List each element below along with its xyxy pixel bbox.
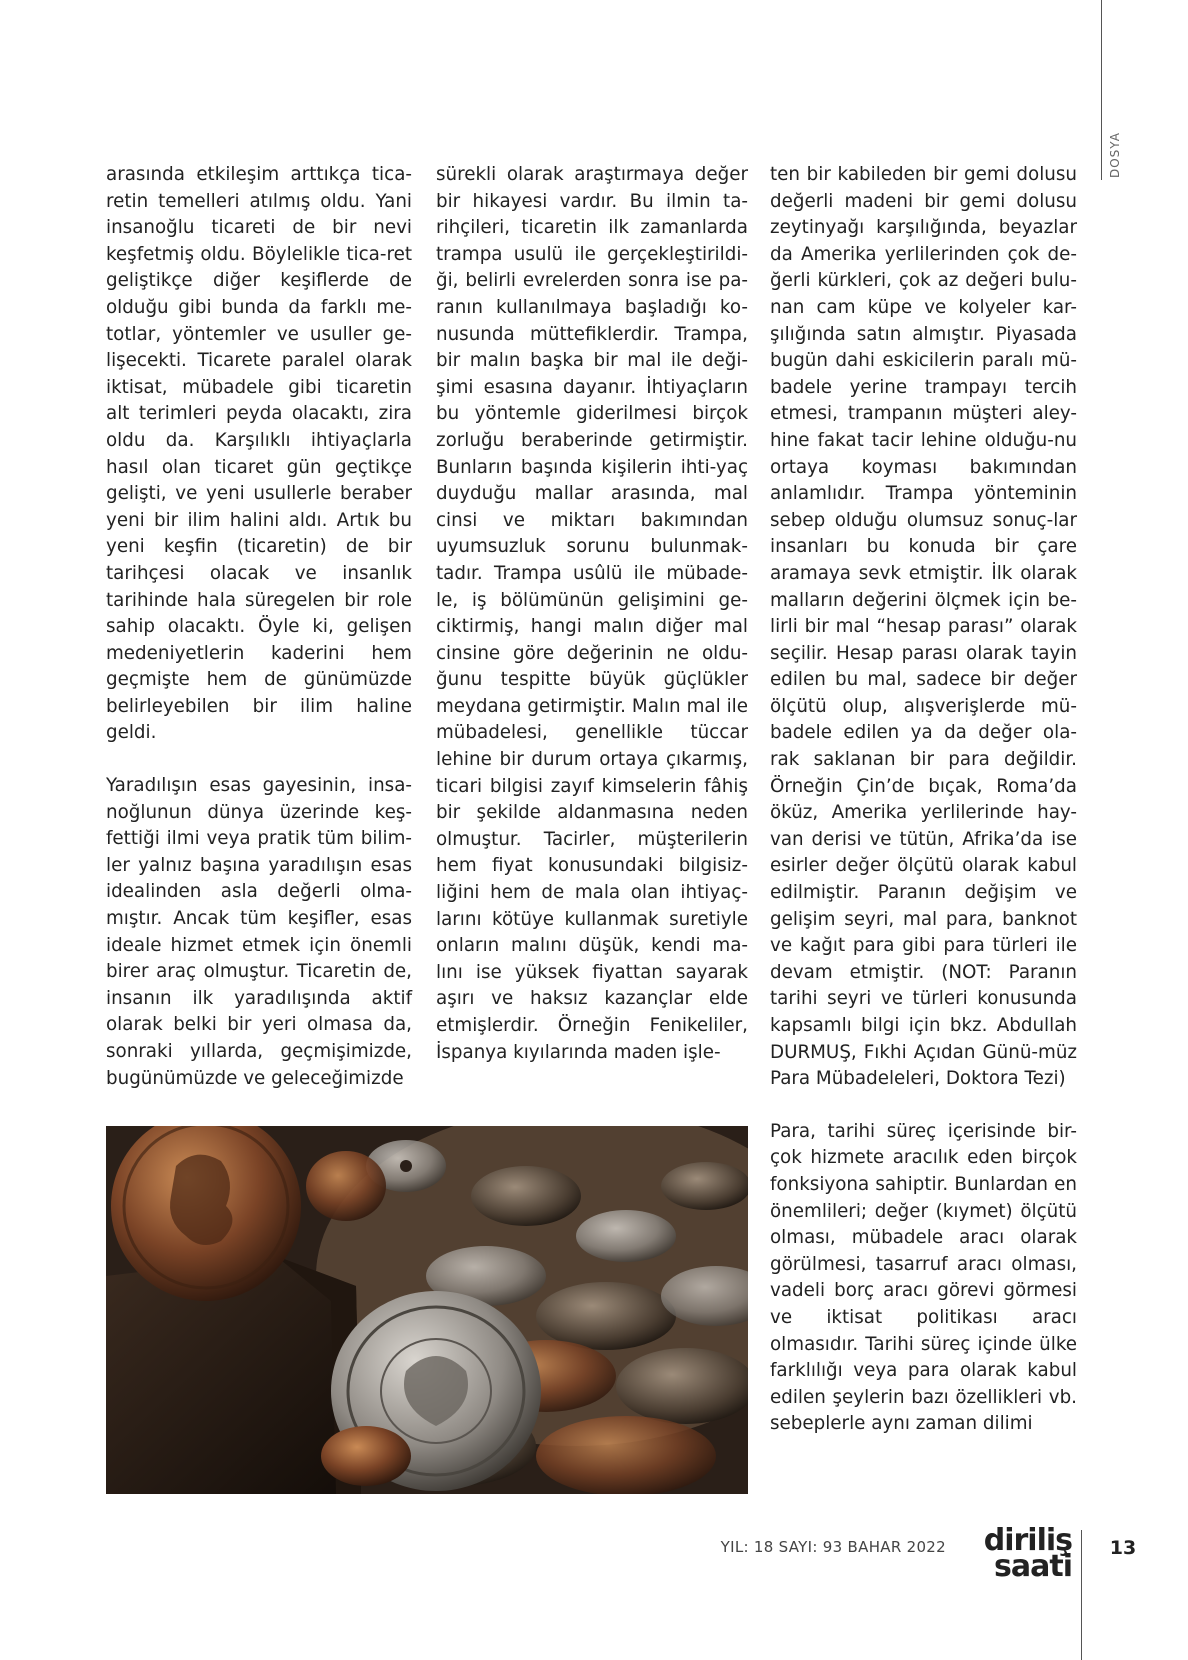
coins-photo (106, 1126, 748, 1494)
coins-photo-icon (106, 1126, 748, 1494)
page-number: 13 (1109, 1537, 1137, 1559)
paragraph: arasında etkileşim arttıkça tica-retin temelleri atılmış oldu. Yani insanoğlu ticareti de bir nevi keşfetmiş oldu. Böylelikle tica-ret geliştikçe diğer keşiflerde de olduğu gibi bunda da farklı me-totlar, yöntemler ve usuller ge-lişecekti. Ticarete paralel olarak iktisat, mübadele gibi ticaretin alt terimleri peyda olacaktı, zira oldu da. Karşılıklı ihtiyaçlarla hasıl olan ticaret gün geçtikçe gelişti, ve yeni usullerle beraber yeni bir ilim halini aldı. Artık bu yeni keşfin (ticaretin) de bir tarihçesi olacak ve insanlık tarihinde hala süregelen bir role sahip olacaktı. Öyle ki, gelişen medeniyetlerin kaderini hem geçmişte hem de günümüzde belirleyebilen bir ilim haline geldi. (106, 164, 412, 744)
paragraph: ten bir kabileden bir gemi dolusu değerli madeni bir gemi dolusu zeytinyağı karşılığında, beyazlar da Amerika yerlilerinden çok de-ğerli kürkleri, çok az değeri bulu-nan cam küpe ve kolyeler kar-şılığında satın almıştır. Piyasada bugün dahi eskicilerin paralı mü-badele yerine trampayı tercih etmesi, trampanın müşteri aley-hine fakat tacir lehine olduğu-nu ortaya koyması bakımından anlamlıdır. Trampa yönteminin sebep olduğu olumsuz sonuç-lar insanları bu konuda bir çare aramaya sevk etmiştir. İlk olarak malların değerini ölçmek için be-lirli bir mal “hesap parası” olarak seçilir. Hesap parası olarak tayin edilen bu mal, sadece bir değer ölçütü olup, alışverişlerde mü-badele edilen ya da değer ola-rak saklanan bir para değildir. Örneğin Çin’de bıçak, Roma’da öküz, Amerika yerlilerinde hay-van derisi ve tütün, Afrika’da ise esirler değer ölçütü olarak kabul edilmiştir. Paranın değişim ve gelişim seyri, mal para, banknot ve kağıt para gibi para türleri ile devam etmiştir. (NOT: Paranın tarihi seyri ve türleri konusunda kapsamlı bilgi için bkz. Abdullah DURMUŞ, Fıkhi Açıdan Günü-müz Para Mübadeleleri, Doktora Tezi) (770, 164, 1077, 1090)
top-right-rule (1101, 0, 1102, 180)
section-tag: DOSYA (1108, 132, 1122, 178)
paragraph: Para, tarihi süreç içerisinde bir-çok hizmete aracılık eden birçok fonksiyona sahiptir. Bunlardan en önemlileri; değer (kıymet) ölçütü olması, mübadele aracı olarak görülmesi, tasarruf aracı olması, vadeli borç aracı görevi görmesi ve iktisat politikası aracı olmasıdır. Tarihi süreç içinde ülke farklılığı veya para olarak kabul edilen şeylerin bazı özellikleri vb. sebeplerle aynı zaman dilimi (770, 1120, 1077, 1435)
article-column-1 (106, 162, 412, 1092)
article-column-2 (436, 162, 748, 1066)
logo-line-1: diriliş (983, 1523, 1072, 1558)
paragraph: Yaradılışın esas gayesinin, insa-noğlunun dünya üzerinde keş-fettiği ilmi veya pratik tüm bilim-ler yalnız başına yaradılışın esas idealinden asla değerli olma-mıştır. Ancak tüm keşifler, esas ideale hizmet etmek için önemli birer araç olmuştur. Ticaretin de, insanın ilk yaradılışında aktif olarak belki bir yeri olmasa da, sonraki yıllarda, geçmişimizde, bugünümüzde ve geleceğimizde (106, 775, 412, 1089)
magazine-logo (962, 1523, 1072, 1584)
issue-info: YIL: 18 SAYI: 93 BAHAR 2022 (720, 1538, 946, 1556)
article-column-3 (770, 162, 1077, 1438)
paragraph: sürekli olarak araştırmaya değer bir hikayesi vardır. Bu ilmin ta-rihçileri, ticaretin ilk zamanlarda trampa usulü ile gerçekleştirildi-ği, belirli evrelerden sonra ise pa-ranın kullanılmaya başladığı ko-nusunda müttefiklerdir. Trampa, bir malın başka bir mal ile deği-şimi esasına dayanır. İhtiyaçların bu yöntemle giderilmesi birçok zorluğu beraberinde getirmiştir. Bunların başında kişilerin ihti-yaç duyduğu mallar arasında, mal cinsi ve miktarı bakımından uyumsuzluk sorunu bulunmak-tadır. Trampa usûlü ile mübade-le, iş bölümünün gelişimini ge-ciktirmiş, hangi malın diğer mal cinsine göre değerinin ne oldu-ğunu tespitte büyük güçlükler meydana getirmiştir. Malın mal ile mübadelesi, genellikle tüccar lehine bir durum ortaya çıkarmış, ticari bilgisi zayıf kimselerin fâhiş bir şekilde aldanmasına neden olmuştur. Tacirler, müşterilerin hem fiyat konusundaki bilgisiz-liğini hem de mala olan ihtiyaç-larını kötüye kullanmak suretiyle onların malını düşük, kendi ma-lını ise yüksek fiyattan sayarak aşırı ve haksız kazançlar elde etmişlerdir. Örneğin Fenikeliler, İspanya kıyılarında maden işle- (436, 164, 748, 1063)
footer-rule (1081, 1530, 1082, 1660)
logo-line-2: saati (994, 1549, 1072, 1584)
